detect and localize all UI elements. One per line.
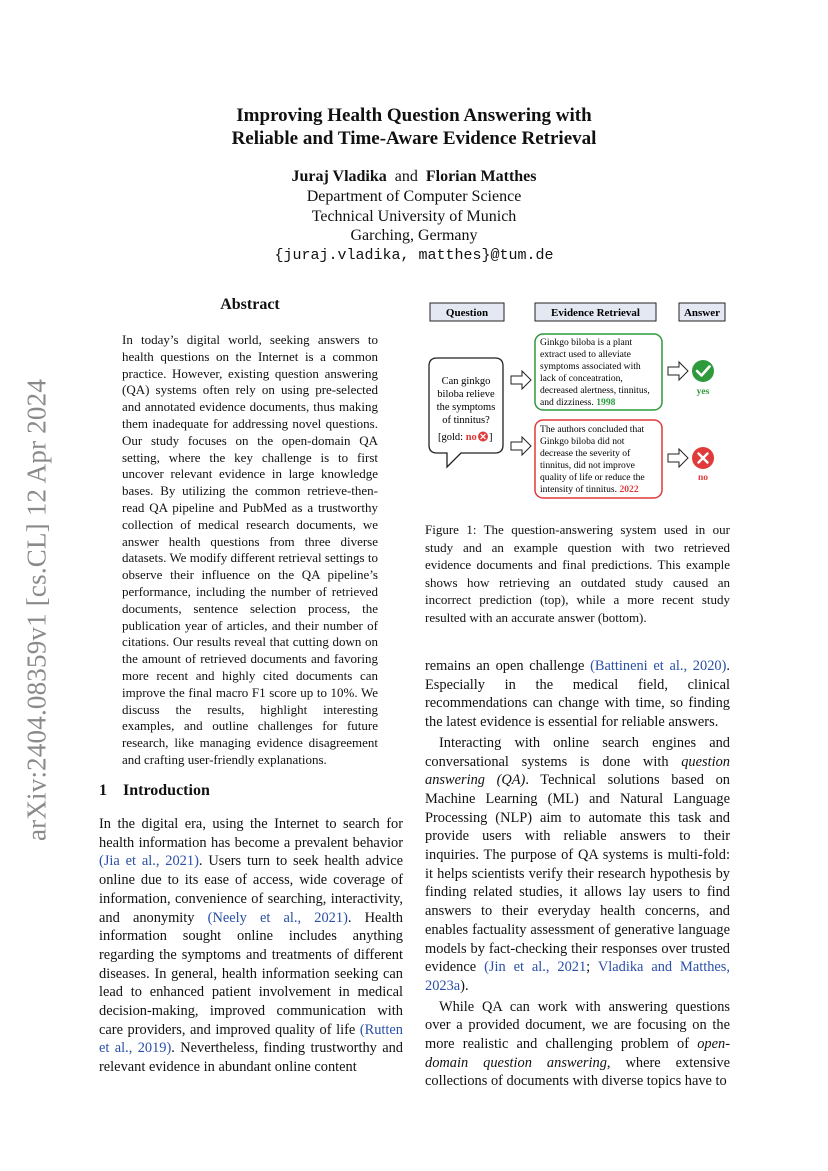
affiliation-city: Garching, Germany [350,227,478,245]
evidence-line: decreased alertness, tinnitus, [540,385,650,396]
arrow-right-icon [668,449,688,467]
evidence-line: quality of life or reduce the [540,472,645,483]
answer-no: no [697,473,709,483]
question-line: Can ginkgo [441,376,491,387]
section-heading [99,782,210,800]
citation-link[interactable]: (Jin et al., 2021 [484,959,587,976]
arrow-right-icon [668,362,688,380]
arxiv-id: arXiv:2404.08359v1 [cs.CL] 12 Apr 2024 [21,378,52,842]
gold-bracket: ] [489,432,493,443]
evidence-card-2 [535,420,662,498]
title-line-1: Improving Health Question Answering with [236,105,592,126]
header-evidence-box [535,303,656,321]
question-bubble [429,358,503,467]
arrow-right-icon [511,437,531,455]
check-icon [692,360,714,382]
evidence-line: Ginkgo biloba is a plant [540,337,633,348]
abstract-text: In today’s digital world, seeking answers to health questions on the Internet is a common practice. However, existing question answering (QA) systems often rely on using pre-selected and annotated evidence documents, thus making them inadequate for addressing novel questions. Our study focuses on the open-domain QA setting, where the key challenge is to first uncover relevant evidence in large knowledge bases. By utilizing the common retrieve-then-read QA pipeline and PubMed as a trustworthy collection of medical research documents, we answer health questions from three diverse datasets. We modify different retrieval settings to observe their influence on the QA pipeline’s performance, including the number of retrieved documents, sentence selection process, the publication year of articles, and their number of citations. Our results reveal that cutting down on the amount of retrieved documents and favoring more recent and highly cited documents can improve the final macro F1 score up to 10%. We discuss the results, highlight interesting examples, and outline challenges for future research, like managing evidence disagreement and crafting user-friendly explanations. [122,332,378,767]
author-block [0,167,828,266]
citation-link[interactable]: (Rutten et al., 2019) [99,1021,403,1057]
citation-link[interactable]: (Jia et al., 2021) [99,853,199,870]
evidence-line-last: intensity of tinnitus. 2022 [540,484,639,495]
author-and: and [394,168,418,185]
header-question: Question [445,307,489,319]
header-answer: Answer [683,307,721,319]
citation-link[interactable]: (Neely et al., 2021) [207,909,348,926]
answer-yes: yes [696,387,710,397]
author-email: {juraj.vladika, matthes}@tum.de [274,247,554,265]
question-line: of tinnitus? [442,415,490,426]
citation-link[interactable]: (Battineni et al., 2020) [590,658,727,674]
evidence-line: symptoms associated with [540,361,641,372]
evidence-line: extract used to alleviate [540,349,631,360]
figure-caption: Figure 1: The question-answering system used in our study and an example question with two retrieved evidence documents and final predictions. This example shows how retrieving an outdated study caused an incorrect prediction (top), while a more recent study resulted with an accurate answer (bottom). [425,522,730,625]
paragraph: While QA can work with answering questions over a provided document, we are focusing on the more realistic and challenging problem of open-domain question answering, where extensive collections of documents with diverse topics have to [425,998,730,1090]
right-column [425,657,730,1091]
figure-1 [425,300,730,505]
paragraph: remains an open challenge (Battineni et al., 2020). Especially in the medical field, clinical recommendations can change with time, so finding the latest evidence is essential for reliable answers. [425,658,730,731]
x-icon [692,447,714,469]
evidence-line-last: and dizziness. 1998 [540,397,616,408]
intro-text: . Health information sought online includes anything regarding the symptoms and treatments of different diseases. In general, health information seeking can lead to enhanced patient involvement in medical decision-making, improved communication with care providers, and improved quality of life [99,909,403,1038]
evidence-line: The authors concluded that [540,424,645,435]
intro-paragraph [99,815,403,1077]
header-question-box [430,303,504,321]
intro-text: . Users turn to seek health advice online due to its ease of access, wide coverage of information, convenience of searching, interactivity, and anonymity [99,853,403,926]
paragraph: Interacting with online search engines and conversational systems is done with question answering (QA). Technical solutions based on Machine Learning (ML) and Natural Language Processing (NLP) aim to automate this task and provide users with reliable answers to their inquiries. The purpose of QA systems is multi-fold: it helps scientists verify their research hypothesis by finding related studies, it allows lay users to find answers to their everyday health concerns, and enables factuality assessment of generative language models by fact-checking their responses over trusted evidence (Jin et al., 2021; Vladika and Matthes, 2023a). [425,734,730,994]
section-number: 1 [99,782,107,799]
citation-link[interactable]: Vladika and Matthes, 2023a [425,959,730,994]
evidence-line: tinnitus, did not improve [540,460,635,471]
author-names [0,167,828,187]
intro-text: In the digital era, using the Internet to search for health information has become a prevalent behavior [99,816,403,851]
evidence-line: lack of conceatration, [540,373,623,384]
author-2: Florian Matthes [425,168,537,185]
section-title: Introduction [123,782,210,799]
evidence-line: decrease the severity of [540,448,631,459]
affiliation-univ: Technical University of Munich [311,207,517,225]
intro-text: . Nevertheless, finding trustworthy and relevant evidence in abundant online content [99,1040,403,1076]
gold-label: [gold: no [438,432,477,443]
paper-title [0,104,828,150]
question-line: biloba relieve [437,389,495,400]
affiliation-dept: Department of Computer Science [306,187,522,205]
evidence-line: Ginkgo biloba did not [540,436,625,447]
evidence-card-1 [535,334,662,410]
arxiv-sidebar [22,360,52,860]
header-evidence: Evidence Retrieval [551,307,640,319]
question-line: the symptoms [436,402,496,413]
title-line-2: Reliable and Time-Aware Evidence Retrieval [231,128,597,149]
abstract-heading: Abstract [220,296,280,313]
author-1: Juraj Vladika [291,168,387,185]
header-answer-box [679,303,725,321]
arrow-right-icon [511,371,531,389]
